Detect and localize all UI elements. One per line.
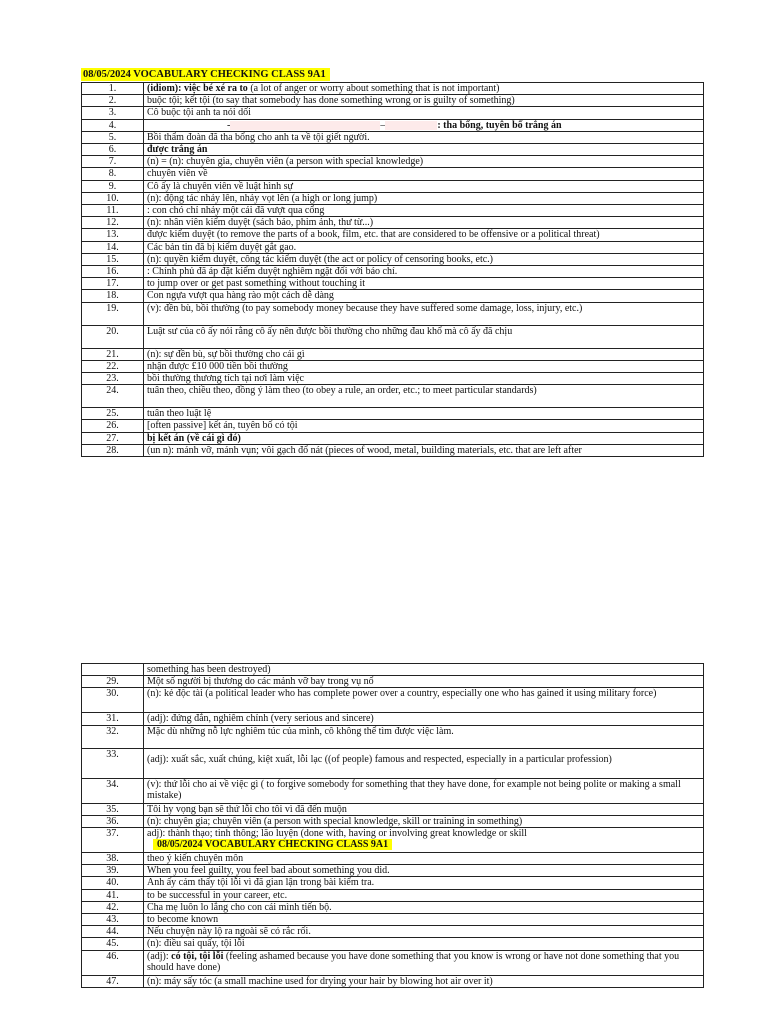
table-row [82,180,704,192]
row-number: 27. [82,432,144,444]
row-number: 21. [82,348,144,360]
row-text [144,676,704,688]
definition-text: (n): sự đền bù, sự bồi thường cho cái gì [147,348,305,360]
table-row [82,889,704,901]
table-row [82,828,704,853]
row-text [144,131,704,143]
definition-text: tuân theo luật lệ [147,408,212,420]
definition-prefix: (adj): [147,950,172,962]
definition-text: Mặc dù những nỗ lực nghiêm túc của mình, cô không thể tìm được việc làm. [147,725,454,737]
table-row [82,664,704,676]
row-text [144,828,704,853]
row-text [144,168,704,180]
row-number: 13. [82,229,144,241]
definition-text: [often passive] kết án, tuyên bố có tội [147,420,298,432]
row-number: 29. [82,676,144,688]
row-text [144,83,704,95]
table-row [82,131,704,143]
row-number: 17. [82,278,144,290]
definition-text: (n): quyền kiểm duyệt, công tác kiểm duyệt (the act or policy of censoring books, etc.) [147,253,494,265]
table-row [82,938,704,950]
table-row [82,385,704,408]
definition-text: Anh ấy cảm thấy tội lỗi vì đã gian lận trong bài kiểm tra. [147,877,375,889]
definition-text: được kiểm duyệt (to remove the parts of a book, film, etc. that are considered to be offensive or a political threat) [147,229,600,241]
row-number: 11. [82,205,144,217]
table-row [82,266,704,278]
definition-text: Các bản tin đã bị kiểm duyệt gắt gao. [147,241,297,253]
definition-text: to be successful in your career, etc. [147,889,288,901]
row-number: 43. [82,914,144,926]
row-text [144,444,704,456]
row-text [144,144,704,156]
row-text [144,119,704,131]
table-row [82,815,704,827]
row-number: 15. [82,253,144,265]
table-row [82,278,704,290]
row-text [144,914,704,926]
row-number: 36. [82,815,144,827]
row-number: 24. [82,385,144,408]
row-number: 9. [82,180,144,192]
row-number: 30. [82,688,144,713]
row-number: 22. [82,360,144,372]
table-row [82,156,704,168]
table-row [82,192,704,204]
row-number: 32. [82,725,144,748]
row-number: 1. [82,83,144,95]
bold-term: (idiom): việc bé xé ra to [147,83,248,94]
row-text [144,253,704,265]
row-text [144,302,704,325]
definition-text: When you feel guilty, you feel bad about something you did. [147,865,390,877]
definition-text: (a lot of anger or worry about something that is not important) [247,83,500,94]
row-text [144,107,704,119]
page-1 [81,68,697,457]
definition-text: (n) = (n): chuyên gia, chuyên viên (a person with special knowledge) [147,156,424,168]
row-text [144,156,704,168]
row-text [144,325,704,348]
vocabulary-table-2 [81,663,704,988]
definition-text: (n): điều sai quấy, tội lỗi [147,938,245,950]
table-row [82,713,704,725]
row-number: 12. [82,217,144,229]
definition-text: to jump over or get past something without touching it [147,278,366,290]
row-number: 26. [82,420,144,432]
highlight-blank [230,121,380,130]
definition-text: (feeling ashamed because you have done something that you know is wrong or have not done something that you should have done) [147,950,680,973]
row-text [144,950,704,975]
table-row [82,444,704,456]
table-row [82,725,704,748]
row-number: 25. [82,408,144,420]
row-number: 19. [82,302,144,325]
row-text [144,889,704,901]
definition-text: (adj): xuất sắc, xuất chúng, kiệt xuất, lỗi lạc ((of people) famous and respected, especially in a particular profession) [147,753,612,765]
table-row [82,853,704,865]
table-row [82,241,704,253]
row-text [144,975,704,987]
row-number: 28. [82,444,144,456]
row-number: 10. [82,192,144,204]
definition-text: Nếu chuyện này lộ ra ngoài sẽ có rắc rối. [147,926,311,938]
definition-text: bồi thường thương tích tại nơi làm việc [147,373,304,385]
definition-text: (n): kẻ độc tài (a political leader who has complete power over a country, especially one who has gained it using military force) [147,688,657,700]
row-text [144,95,704,107]
row-text [144,180,704,192]
table-row [82,253,704,265]
row-text [144,360,704,372]
row-number: 41. [82,889,144,901]
table-row [82,83,704,95]
definition-text: buộc tội; kết tội (to say that somebody has done something wrong or is guilty of something) [147,95,515,107]
row-text [144,778,704,803]
definition-text: nhận được £10 000 tiền bồi thường [147,360,288,372]
row-text [144,192,704,204]
definition-text: (v): thứ lỗi cho ai về việc gì ( to forgive somebody for something that they have done, for example not being polite or making a small mistake) [147,778,681,801]
vocabulary-table-1 [81,82,704,457]
table-row [82,420,704,432]
row-text [144,725,704,748]
table-row [82,803,704,815]
row-text [144,278,704,290]
table-row [82,778,704,803]
row-number: 16. [82,266,144,278]
bold-term: có tội, tội lỗi [171,950,224,962]
row-text [144,748,704,778]
table-row [82,901,704,913]
definition-text: : Chính phủ đã áp đặt kiểm duyệt nghiêm ngặt đối với báo chí. [147,266,398,278]
definition-text: Một số người bị thương do các mảnh vỡ bay trong vụ nổ [147,676,374,688]
definition-text: Cô buộc tội anh ta nói dối [147,107,251,119]
definition-text: theo ý kiến chuyên môn [147,853,244,865]
row-text [144,877,704,889]
definition-text: : con chó chỉ nhảy một cái đã vượt qua cổng [147,205,325,217]
row-number: 5. [82,131,144,143]
repeated-page-title: 08/05/2024 VOCABULARY CHECKING CLASS 9A1 [153,839,392,850]
table-row [82,877,704,889]
definition-text: (n): chuyên gia; chuyên viên (a person with special knowledge, skill or training in something) [147,815,523,827]
row-text [144,229,704,241]
row-text [144,290,704,302]
definition-text: (un n): mảnh vỡ, mảnh vụn; vôi gạch đổ nát (pieces of wood, metal, building materials, etc. that are left after [147,444,582,456]
definition-text: (adj): đứng đắn, nghiêm chỉnh (very serious and sincere) [147,713,374,725]
row-number: 37. [82,828,144,853]
definition-text: to become known [147,914,219,926]
table-row [82,914,704,926]
definition-text: Cô ấy là chuyên viên về luật hình sự [147,180,293,192]
row-number: 20. [82,325,144,348]
row-number: 4. [82,119,144,131]
row-number: 45. [82,938,144,950]
row-text [144,938,704,950]
row-number: 44. [82,926,144,938]
row-text [144,865,704,877]
bold-term: được trắng án [147,144,208,156]
table-row [82,676,704,688]
page-2 [81,663,697,988]
table-row [82,348,704,360]
row-text [144,266,704,278]
row-text [144,926,704,938]
row-number: 31. [82,713,144,725]
table-row [82,688,704,713]
row-text [144,432,704,444]
row-number: 42. [82,901,144,913]
row-number [82,664,144,676]
row-text [144,385,704,408]
definition-text: tuân theo, chiều theo, đồng ý làm theo (to obey a rule, an order, etc.; to meet particular standards) [147,385,537,397]
table-row [82,302,704,325]
definition-text: Cha mẹ luôn lo lắng cho con cái mình tiến bộ. [147,901,332,913]
row-text [144,688,704,713]
definition-text: : tha bổng, tuyên bố trắng án [437,119,562,131]
row-text [144,348,704,360]
row-text [144,205,704,217]
table-row [82,408,704,420]
definition-text: (v): đền bù, bồi thường (to pay somebody money because they have suffered some damage, loss, injury, etc.) [147,302,583,314]
highlight-blank [385,121,437,130]
row-text [144,217,704,229]
definition-text: something has been destroyed) [147,664,271,675]
definition-text: (n): máy sấy tóc (a small machine used for drying your hair by blowing hot air over it) [147,975,493,987]
row-number: 18. [82,290,144,302]
row-text [144,901,704,913]
row-text [144,408,704,420]
definition-text: adj): thành thạo; tinh thông; lão luyện (done with, having or involving great knowledge or skill [147,828,527,840]
row-number: 8. [82,168,144,180]
row-text [144,373,704,385]
row-text [144,853,704,865]
table-row [82,432,704,444]
row-number: 38. [82,853,144,865]
row-number: 33. [82,748,144,778]
definition-text: (n): nhân viên kiểm duyệt (sách báo, phim ảnh, thư từ...) [147,217,374,229]
row-number: 34. [82,778,144,803]
table-row [82,144,704,156]
table-row [82,217,704,229]
table-row [82,373,704,385]
table-row [82,360,704,372]
row-number: 3. [82,107,144,119]
row-number: 47. [82,975,144,987]
dash-mark: - [227,119,231,131]
row-text [144,664,704,676]
definition-text: chuyên viên về [147,168,208,180]
table-row [82,975,704,987]
table-row [82,107,704,119]
row-number: 2. [82,95,144,107]
table-row [82,748,704,778]
table-row [82,168,704,180]
row-text [144,803,704,815]
row-text [144,815,704,827]
table-row [82,325,704,348]
row-number: 7. [82,156,144,168]
row-number: 46. [82,950,144,975]
table-row [82,95,704,107]
table-row [82,119,704,131]
table-row [82,205,704,217]
row-number: 23. [82,373,144,385]
bold-term: bị kết án (về cái gì đó) [147,432,241,444]
table-row [82,950,704,975]
row-number: 39. [82,865,144,877]
row-number: 40. [82,877,144,889]
row-text [144,420,704,432]
dash-mark: – [380,119,386,131]
page-title: 08/05/2024 VOCABULARY CHECKING CLASS 9A1 [81,68,330,81]
row-text [144,713,704,725]
definition-text: Con ngựa vượt qua hàng rào một cách dễ dàng [147,290,334,302]
row-number: 14. [82,241,144,253]
row-text [144,241,704,253]
definition-text: Luật sư của cô ấy nói rằng cô ấy nên được bồi thường cho những đau khổ mà cô ấy đã chịu [147,325,513,337]
definition-text: Bồi thẩm đoàn đã tha bổng cho anh ta về tội giết người. [147,131,370,143]
row-number: 35. [82,803,144,815]
definition-text: (n): động tác nhảy lên, nhảy vọt lên (a high or long jump) [147,192,378,204]
row-number: 6. [82,144,144,156]
table-row [82,926,704,938]
table-row [82,229,704,241]
definition-text: Tôi hy vọng bạn sẽ thứ lỗi cho tôi vì đã đến muộn [147,803,347,815]
table-row [82,290,704,302]
table-row [82,865,704,877]
